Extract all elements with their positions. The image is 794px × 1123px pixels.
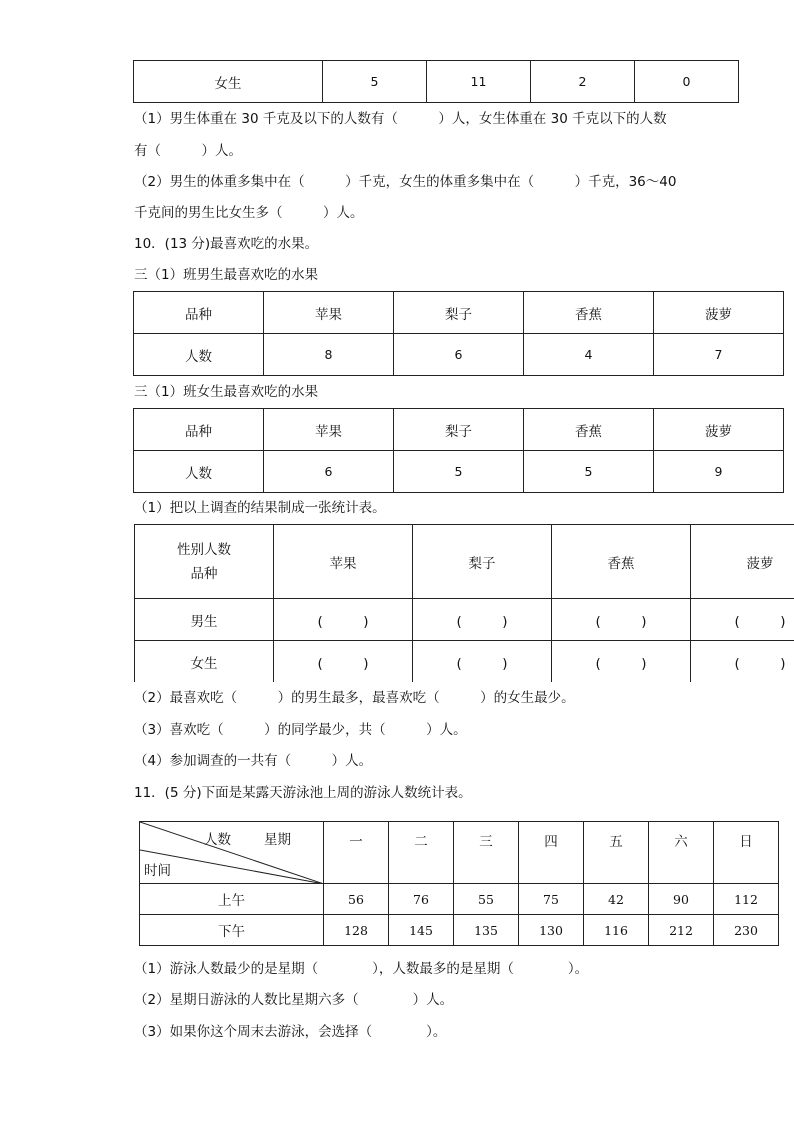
answer-blank[interactable]: ( )	[274, 641, 413, 683]
fruit-header: 苹果	[274, 525, 413, 599]
cell-value: 8	[264, 334, 394, 376]
q10-title: 10．(13 分)最喜欢吃的水果。	[134, 236, 319, 252]
corner-cell	[135, 525, 274, 599]
cell-value: 128	[324, 915, 389, 946]
cell-value: 11	[427, 61, 531, 103]
row-label-afternoon: 下午	[140, 915, 324, 946]
combined-fruit-table	[134, 524, 794, 682]
cell-value: 230	[714, 915, 779, 946]
q9-sub2-line1: （2）男生的体重多集中在（ ）千克，女生的体重多集中在（ ）千克，36～40	[134, 174, 677, 190]
row-label-girls: 女生	[135, 641, 274, 683]
boys-fruit-table	[133, 291, 784, 376]
answer-blank[interactable]: ( )	[552, 599, 691, 641]
cell-value: 42	[584, 884, 649, 915]
cell-value: 6	[264, 451, 394, 493]
cell-value: 75	[519, 884, 584, 915]
boys-table-caption: 三（1）班男生最喜欢吃的水果	[134, 267, 319, 283]
cell-value: 2	[531, 61, 635, 103]
day-header: 二	[389, 822, 454, 884]
cell-value: 0	[635, 61, 739, 103]
row-label: 人数	[134, 451, 264, 493]
girls-fruit-table	[133, 408, 784, 493]
day-header: 五	[584, 822, 649, 884]
fruit-header: 香蕉	[552, 525, 691, 599]
cell-value: 5	[394, 451, 524, 493]
corner-top-label: 性别人数	[177, 541, 231, 558]
combined-table-wrapper	[134, 524, 794, 682]
answer-blank[interactable]: ( )	[413, 599, 552, 641]
fruit-header: 菠萝	[691, 525, 794, 599]
q9-sub2-line2: 千克间的男生比女生多（ ）人。	[134, 205, 364, 221]
header-cell: 苹果	[264, 292, 394, 334]
q11-title: 11．(5 分)下面是某露天游泳池上周的游泳人数统计表。	[134, 785, 472, 801]
header-cell: 香蕉	[524, 292, 654, 334]
cell-value: 9	[654, 451, 784, 493]
row-label-boys: 男生	[135, 599, 274, 641]
corner-bottom-label: 品种	[190, 565, 218, 582]
cell-value: 145	[389, 915, 454, 946]
cell-value: 116	[584, 915, 649, 946]
fruit-header: 梨子	[413, 525, 552, 599]
cell-value: 90	[649, 884, 714, 915]
header-cell: 菠萝	[654, 409, 784, 451]
answer-blank[interactable]: ( )	[274, 599, 413, 641]
q10-sub3: （3）喜欢吃（ ）的同学最少，共（ ）人。	[134, 722, 467, 738]
answer-blank[interactable]: ( )	[691, 641, 794, 683]
q10-sub2: （2）最喜欢吃（ ）的男生最多，最喜欢吃（ ）的女生最少。	[134, 690, 575, 706]
q10-sub4: （4）参加调查的一共有（ ）人。	[134, 753, 373, 769]
cell-value: 5	[323, 61, 427, 103]
header-cell: 梨子	[394, 292, 524, 334]
day-header: 四	[519, 822, 584, 884]
cell-value: 112	[714, 884, 779, 915]
corner-week-label: 星期	[264, 832, 291, 848]
q11-sub1: （1）游泳人数最少的是星期（ ），人数最多的是星期（ ）。	[134, 961, 589, 977]
answer-blank[interactable]: ( )	[413, 641, 552, 683]
header-cell: 苹果	[264, 409, 394, 451]
cell-value: 130	[519, 915, 584, 946]
cell-value: 56	[324, 884, 389, 915]
q10-sub1: （1）把以上调查的结果制成一张统计表。	[134, 500, 386, 516]
q9-sub1-line1: （1）男生体重在 30 千克及以下的人数有（ ）人，女生体重在 30 千克以下的人数	[134, 111, 667, 127]
day-header: 六	[649, 822, 714, 884]
answer-blank[interactable]: ( )	[691, 599, 794, 641]
diagonal-corner-cell	[140, 822, 324, 884]
q11-sub2: （2）星期日游泳的人数比星期六多（ ）人。	[134, 992, 454, 1008]
header-cell: 品种	[134, 409, 264, 451]
cell-value: 212	[649, 915, 714, 946]
header-cell: 菠萝	[654, 292, 784, 334]
cell-value: 135	[454, 915, 519, 946]
swim-table	[139, 821, 779, 946]
cell-value: 6	[394, 334, 524, 376]
answer-blank[interactable]: ( )	[552, 641, 691, 683]
q11-sub3: （3）如果你这个周末去游泳，会选择（ ）。	[134, 1024, 447, 1040]
row-label-morning: 上午	[140, 884, 324, 915]
cell-value: 7	[654, 334, 784, 376]
cell-value: 5	[524, 451, 654, 493]
girls-table-caption: 三（1）班女生最喜欢吃的水果	[134, 384, 319, 400]
row-label: 人数	[134, 334, 264, 376]
weight-table-girls-row	[133, 60, 739, 103]
q9-sub1-line2: 有（ ）人。	[134, 143, 242, 159]
day-header: 三	[454, 822, 519, 884]
row-label: 女生	[134, 61, 323, 103]
corner-people-label: 人数	[204, 832, 231, 848]
cell-value: 4	[524, 334, 654, 376]
header-cell: 香蕉	[524, 409, 654, 451]
header-cell: 梨子	[394, 409, 524, 451]
day-header: 日	[714, 822, 779, 884]
cell-value: 76	[389, 884, 454, 915]
cell-value: 55	[454, 884, 519, 915]
header-cell: 品种	[134, 292, 264, 334]
day-header: 一	[324, 822, 389, 884]
corner-time-label: 时间	[144, 863, 171, 879]
